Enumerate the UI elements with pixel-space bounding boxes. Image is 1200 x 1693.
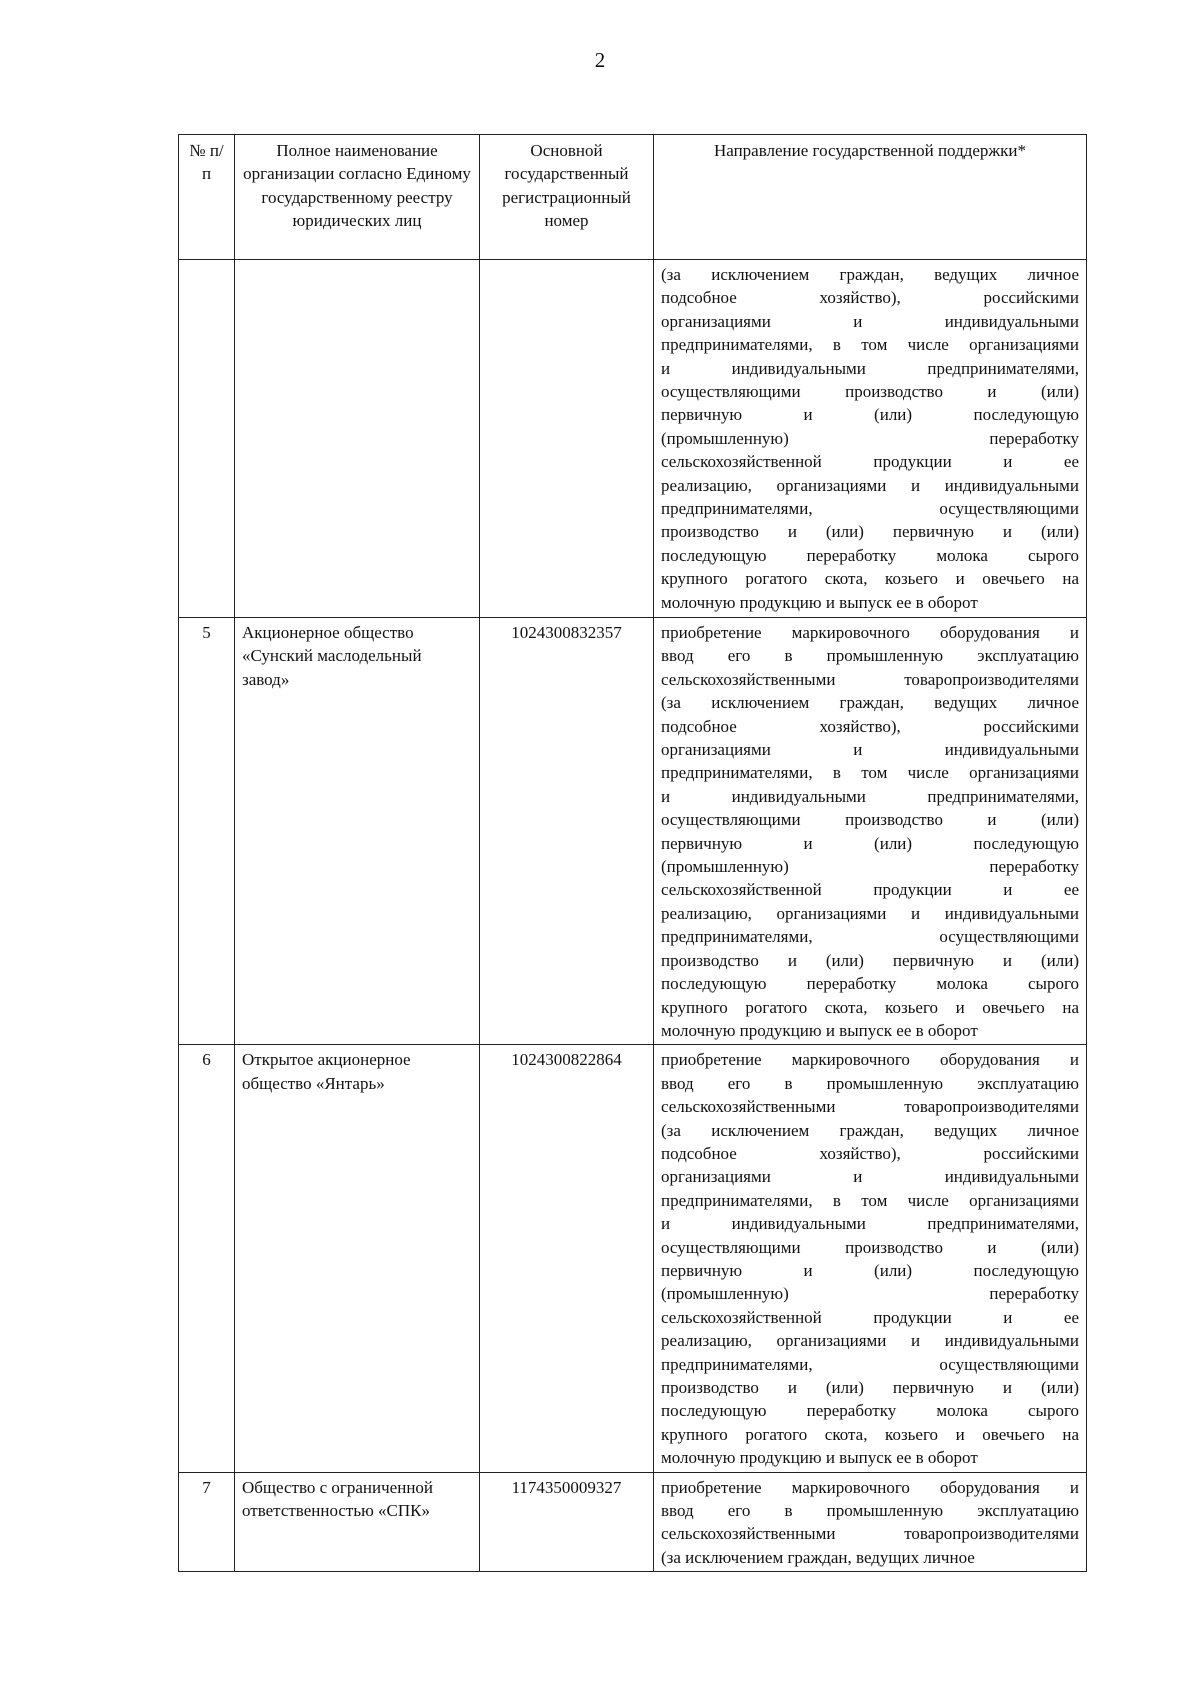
- direction-text-line: организациями и индивидуальными: [661, 311, 1079, 331]
- organizations-table: [178, 134, 1087, 1572]
- table-row: [179, 260, 1087, 618]
- row-ogrn: 1024300832357: [480, 618, 654, 1045]
- direction-text-line: молочную продукцию и выпуск ее в оборот: [661, 592, 978, 612]
- direction-text-line: реализацию, организациями и индивидуальными: [661, 1331, 1079, 1351]
- direction-text-line: организациями и индивидуальными: [661, 1167, 1079, 1187]
- direction-text-line: подсобное хозяйство), российскими: [661, 288, 1079, 308]
- row-num: 7: [179, 1472, 235, 1572]
- direction-text-line: и индивидуальными предпринимателями,: [661, 1214, 1079, 1234]
- direction-text-line: ввод его в промышленную эксплуатацию: [661, 1073, 1079, 1093]
- direction-text-line: предпринимателями, осуществляющими: [661, 927, 1079, 947]
- table-row: [179, 618, 1087, 1045]
- direction-text-line: крупного рогатого скота, козьего и овечьего на: [661, 569, 1079, 589]
- direction-text-line: сельскохозяйственными товаропроизводителями: [661, 1524, 1079, 1544]
- direction-text-line: (промышленную) переработку: [661, 857, 1079, 877]
- direction-text-line: крупного рогатого скота, козьего и овечьего на: [661, 1424, 1079, 1444]
- header-org-name: Полное наименование организации согласно Единому государственному реестру юридических лиц: [235, 135, 480, 260]
- direction-text-line: производство и (или) первичную и (или): [661, 522, 1079, 542]
- direction-text-line: производство и (или) первичную и (или): [661, 1378, 1079, 1397]
- row-ogrn: 1174350009327: [480, 1472, 654, 1572]
- direction-text-line: молочную продукцию и выпуск ее в оборот: [661, 1020, 978, 1040]
- row-ogrn: 1024300822864: [480, 1045, 654, 1472]
- table-header-row: [179, 135, 1087, 260]
- direction-text-line: ввод его в промышленную эксплуатацию: [661, 1501, 1079, 1521]
- direction-text-line: подсобное хозяйство), российскими: [661, 1143, 1079, 1163]
- direction-text-line: сельскохозяйственной продукции и ее: [661, 1307, 1079, 1327]
- direction-text-line: (за исключением граждан, ведущих личное: [661, 1547, 975, 1567]
- direction-text-line: предпринимателями, осуществляющими: [661, 1354, 1079, 1374]
- row-support-direction: [654, 1045, 1087, 1472]
- row-org-name: [235, 260, 480, 618]
- direction-text-line: (за исключением граждан, ведущих личное: [661, 1120, 1079, 1140]
- direction-text-line: (промышленную) переработку: [661, 1284, 1079, 1304]
- direction-text-line: первичную и (или) последующую: [661, 1260, 1079, 1280]
- direction-text-line: организациями и индивидуальными: [661, 740, 1079, 760]
- direction-text-line: первичную и (или) последующую: [661, 405, 1079, 425]
- direction-text-line: (промышленную) переработку: [661, 428, 1079, 448]
- direction-text-line: предпринимателями, в том числе организациями: [661, 1190, 1079, 1210]
- direction-text-line: крупного рогатого скота, козьего и овечьего на: [661, 997, 1079, 1017]
- row-org-name: Акционерное общество «Сунский маслодельный завод»: [235, 618, 480, 1045]
- direction-text-line: приобретение маркировочного оборудования и: [661, 623, 1079, 642]
- direction-text-line: и индивидуальными предпринимателями,: [661, 358, 1079, 378]
- direction-text-line: ввод его в промышленную эксплуатацию: [661, 646, 1079, 666]
- direction-text-line: (за исключением граждан, ведущих личное: [661, 265, 1079, 284]
- row-org-name: Общество с ограниченной ответственностью «СПК»: [235, 1472, 480, 1572]
- direction-text-line: последующую переработку молока сырого: [661, 1401, 1079, 1421]
- row-support-direction: [654, 260, 1087, 618]
- row-num: 5: [179, 618, 235, 1045]
- header-ogrn: Основной государственный регистрационный номер: [480, 135, 654, 260]
- header-support-direction: Направление государственной поддержки*: [654, 135, 1087, 260]
- direction-text-line: сельскохозяйственными товаропроизводителями: [661, 669, 1079, 689]
- direction-text-line: сельскохозяйственной продукции и ее: [661, 880, 1079, 900]
- direction-text-line: реализацию, организациями и индивидуальными: [661, 475, 1079, 495]
- direction-text-line: предпринимателями, в том числе организациями: [661, 335, 1079, 355]
- direction-text-line: приобретение маркировочного оборудования и: [661, 1477, 1079, 1497]
- direction-text-line: (за исключением граждан, ведущих личное: [661, 693, 1079, 713]
- direction-text-line: предпринимателями, в том числе организациями: [661, 763, 1079, 783]
- direction-text-line: первичную и (или) последующую: [661, 833, 1079, 853]
- direction-text-line: осуществляющими производство и (или): [661, 810, 1079, 830]
- direction-text-line: последующую переработку молока сырого: [661, 974, 1079, 994]
- direction-text-line: подсобное хозяйство), российскими: [661, 716, 1079, 736]
- direction-text-line: осуществляющими производство и (или): [661, 382, 1079, 402]
- row-num: [179, 260, 235, 618]
- direction-text-line: сельскохозяйственными товаропроизводителями: [661, 1097, 1079, 1117]
- direction-text-line: предпринимателями, осуществляющими: [661, 499, 1079, 519]
- direction-text-line: осуществляющими производство и (или): [661, 1237, 1079, 1257]
- header-num: № п/п: [179, 135, 235, 260]
- table-row: [179, 1472, 1087, 1572]
- row-org-name: Открытое акционерное общество «Янтарь»: [235, 1045, 480, 1472]
- row-num: 6: [179, 1045, 235, 1472]
- direction-text-line: реализацию, организациями и индивидуальными: [661, 903, 1079, 923]
- row-ogrn: [480, 260, 654, 618]
- direction-text-line: сельскохозяйственной продукции и ее: [661, 452, 1079, 472]
- row-support-direction: [654, 618, 1087, 1045]
- row-support-direction: [654, 1472, 1087, 1572]
- direction-text-line: и индивидуальными предпринимателями,: [661, 786, 1079, 806]
- direction-text-line: производство и (или) первичную и (или): [661, 950, 1079, 970]
- table-row: [179, 1045, 1087, 1472]
- page-number: 2: [594, 48, 606, 72]
- direction-text-line: приобретение маркировочного оборудования и: [661, 1050, 1079, 1070]
- direction-text-line: последующую переработку молока сырого: [661, 545, 1079, 565]
- direction-text-line: молочную продукцию и выпуск ее в оборот: [661, 1448, 978, 1468]
